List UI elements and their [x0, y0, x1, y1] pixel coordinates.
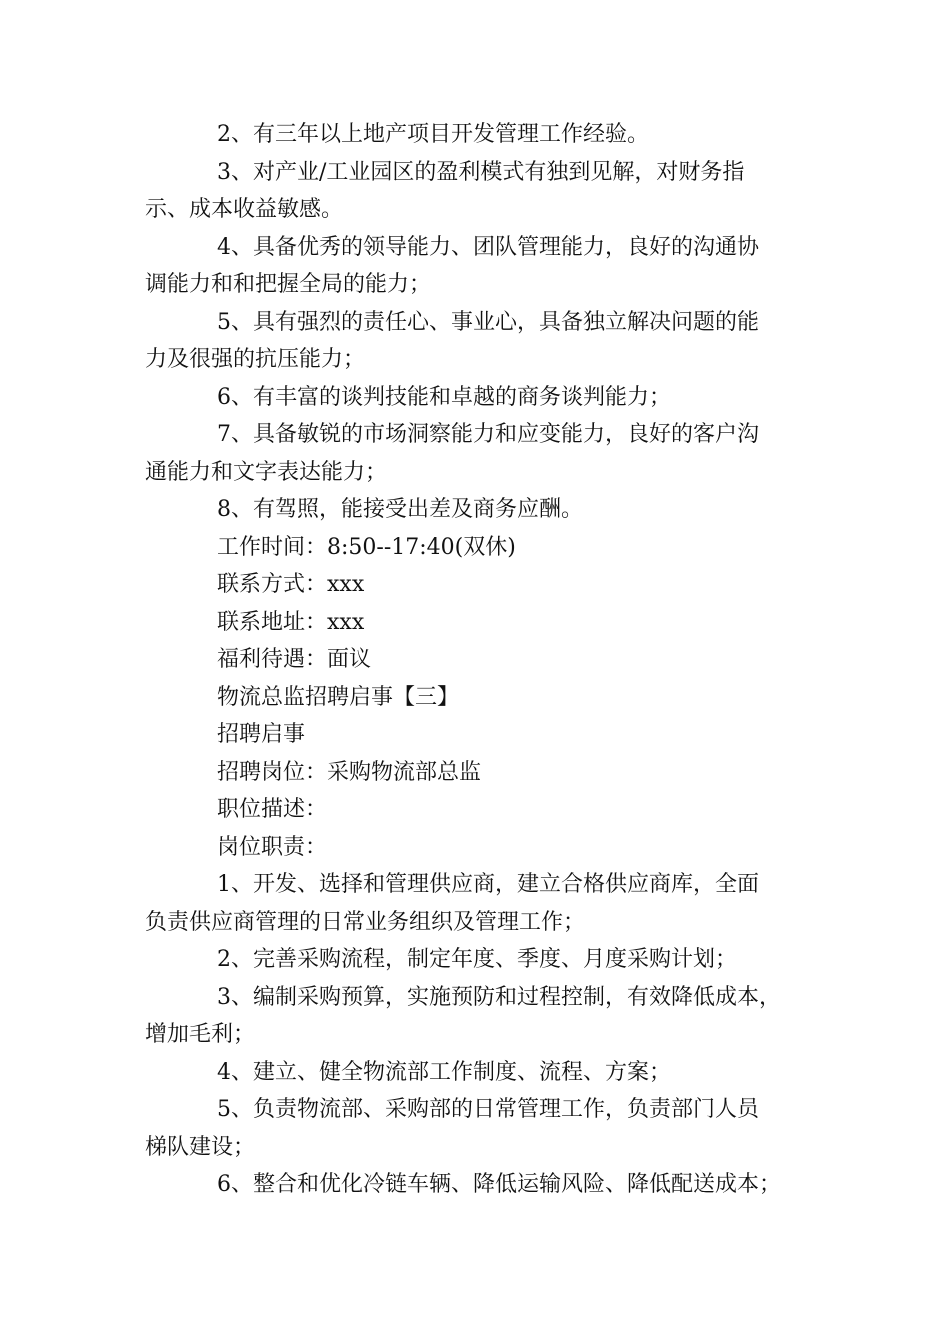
paragraph: [145, 1091, 815, 1166]
text-line: 岗位职责：: [217, 834, 328, 860]
text-line: 6、有丰富的谈判技能和卓越的商务谈判能力；: [217, 384, 671, 410]
paragraph: [145, 416, 815, 491]
paragraph: [145, 304, 815, 379]
text-line: 2、有三年以上地产项目开发管理工作经验。: [217, 122, 649, 147]
paragraph: [145, 229, 815, 304]
text-line: 6、整合和优化冷链车辆、降低运输风险、降低配送成本；: [217, 1172, 781, 1197]
paragraph: [145, 979, 815, 1054]
paragraph: [145, 1054, 815, 1092]
paragraph: [145, 1166, 815, 1204]
job-description-label: [145, 791, 815, 829]
paragraph: [145, 866, 815, 941]
text-line: 5、负责物流部、采购部的日常管理工作，负责部门人员: [217, 1097, 759, 1122]
document-body: [145, 116, 815, 1204]
text-line: 4、建立、健全物流部工作制度、流程、方案；: [217, 1059, 671, 1085]
paragraph: [145, 491, 815, 529]
text-line: 福利待遇：面议: [217, 647, 372, 672]
text-line: 1、开发、选择和管理供应商，建立合格供应商库，全面: [217, 872, 759, 897]
text-line: 3、对产业/工业园区的盈利模式有独到见解，对财务指: [217, 159, 745, 185]
text-line: 招聘启事: [217, 722, 306, 747]
text-line: 联系地址：xxx: [217, 609, 365, 635]
text-line: 通能力和文字表达能力；: [145, 459, 388, 485]
responsibilities-label: [145, 829, 815, 867]
text-line: 招聘岗位：采购物流部总监: [217, 759, 482, 785]
text-line: 3、编制采购预算，实施预防和过程控制，有效降低成本，: [217, 984, 781, 1010]
text-line: 示、成本收益敏感。: [145, 197, 344, 222]
paragraph: [145, 941, 815, 979]
text-line: 2、完善采购流程，制定年度、季度、月度采购计划；: [217, 947, 737, 972]
paragraph: [145, 154, 815, 229]
text-line: 联系方式：xxx: [217, 572, 365, 597]
text-line: 调能力和和把握全局的能力；: [145, 272, 432, 297]
text-line: 4、具备优秀的领导能力、团队管理能力，良好的沟通协: [217, 234, 759, 260]
paragraph: [145, 116, 815, 154]
work-hours: [145, 529, 815, 567]
section-heading: [145, 679, 815, 717]
text-line: 负责供应商管理的日常业务组织及管理工作；: [145, 909, 586, 935]
text-line: 梯队建设；: [145, 1134, 256, 1160]
text-line: 工作时间：8:50--17:40(双休): [217, 534, 516, 560]
benefits: [145, 641, 815, 679]
text-line: 8、有驾照，能接受出差及商务应酬。: [217, 497, 583, 522]
text-line: 7、具备敏锐的市场洞察能力和应变能力，良好的客户沟: [217, 422, 759, 447]
position-title: [145, 754, 815, 792]
text-line: 力及很强的抗压能力；: [145, 347, 366, 372]
contact-address: [145, 604, 815, 642]
text-line: 5、具有强烈的责任心、事业心，具备独立解决问题的能: [217, 309, 759, 335]
paragraph: [145, 379, 815, 417]
contact-method: [145, 566, 815, 604]
subheading: [145, 716, 815, 754]
text-line: 职位描述：: [217, 797, 328, 822]
text-line: 增加毛利；: [145, 1022, 256, 1047]
text-line: 物流总监招聘启事【三】: [217, 684, 460, 710]
